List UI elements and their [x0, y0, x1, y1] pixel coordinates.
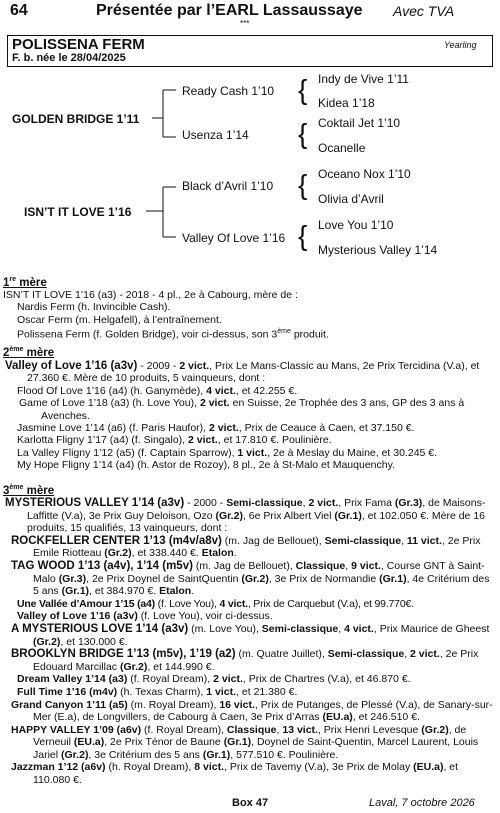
brace: {: [298, 169, 308, 200]
dam3-para: MYSTERIOUS VALLEY 1’14 (a3v) - 2000 - Semi-classique, 2 vict., Prix Fama (Gr.3), de Maisons-Laffitte (V.a), 3e Prix Guy Deloison, Ozo (Gr.2), 6e Prix Albert Viel (Gr.1), et 102.050 €. Mère de 16 produits, 15 qualifiés, 13 vainqueurs, dont :: [5, 497, 486, 535]
dam1-text: [3, 289, 495, 341]
ped-g3: Olivia d’Avril: [318, 192, 384, 206]
dam2-line: La Valley Fligny 1’12 (a5) (f. Captain Sparrow), 1 vict., 2e à Meslay du Maine, et 30.245 €.: [17, 446, 438, 459]
category-label: Yearling: [444, 40, 477, 50]
dam3-line: Valley of Love 1’16 (a3v) (f. Love You), voir ci-dessus.: [17, 610, 273, 623]
brace: {: [298, 74, 308, 105]
vat-note: Avec TVA: [393, 3, 455, 19]
ped-g3: Oceano Nox 1’10: [318, 167, 411, 181]
sale-place-date: Laval, 7 octobre 2026: [369, 797, 475, 809]
separator-stars: ***: [240, 19, 250, 28]
page-number: 64: [10, 2, 28, 19]
sire-dam: Usenza 1’14: [182, 128, 249, 142]
ped-g3: Kidea 1’18: [318, 96, 375, 110]
dam1-line: Oscar Ferm (m. Helgafell), à l’entraînement.: [17, 313, 222, 326]
dam3-line: Full Time 1’16 (m4v) (h. Texas Charm), 1 vict., et 21.380 €.: [17, 685, 298, 698]
dam2-line: Karlotta Fligny 1’17 (a4) (f. Singalo), 2 vict., et 17.810 €. Poulinière.: [17, 434, 332, 447]
ped-g3: Coktail Jet 1’10: [318, 116, 401, 130]
dam3-line: TAG WOOD 1’13 (a4v), 1’14 (m5v) (m. Jag de Bellouet), Classique, 9 vict., Course GNT à Saint-Malo (Gr.3), 2e Prix Doynel de SaintQuentin (Gr.2), 3e Prix de Normandie (Gr.1), 4e Critérium des 5 ans (Gr.1), et 384.970 €. Etalon.: [11, 559, 490, 598]
brace: {: [298, 220, 308, 251]
dam1-line: ISN’T IT LOVE 1’16 (a3) - 2018 - 4 pl., 2e à Cabourg, mère de :: [3, 289, 298, 301]
dam3-line: A MYSTERIOUS LOVE 1’14 (a3v) (m. Love You), Semi-classique, 4 vict., Prix Maurice de Gheest (Gr.2), et 130.000 €.: [11, 622, 490, 648]
dam2-text: [3, 360, 495, 472]
ped-g3: Love You 1’10: [318, 218, 394, 232]
dam2-line: Flood Of Love 1’16 (a4) (h. Ganymède), 4 vict., et 42.255 €.: [17, 384, 298, 397]
dam3-line: Jazzman 1’12 (a6v) (h. Royal Dream), 8 vict., Prix de Tavemy (V.a), 3e Prix de Molay (EU.a), et 110.080 €.: [11, 761, 459, 787]
brace: {: [298, 118, 308, 149]
dam1-line: Polissena Ferm (f. Golden Bridge), voir ci-dessus, son 3ème produit.: [17, 328, 329, 341]
dam1-line: Nardis Ferm (h. Invincible Cash).: [17, 301, 171, 314]
sire: GOLDEN BRIDGE 1’11: [12, 112, 140, 126]
ped-g3: Mysterious Valley 1’14: [318, 243, 438, 257]
dam3-line: ROCKFELLER CENTER 1’13 (m4v/a8v) (m. Jag de Bellouet), Semi-classique, 11 vict., 2e Prix Emile Riotteau (Gr.2), et 338.440 €. Etalon.: [11, 534, 481, 560]
dam2-line: My Hope Fligny 1’14 (a4) (h. Astor de Rozoy), 8 pl., 2e à St-Malo et Mauquenchy.: [17, 459, 395, 472]
dam2-line: Game of Love 1’18 (a3) (h. Love You), 2 vict. en Suisse, 2e Trophée des 3 ans, GP des 3 ans à Avenches.: [19, 397, 465, 422]
dam2-para: Valley of Love 1’16 (a3v) - 2009 - 2 vict., Prix Le Mans-Classic au Mans, 2e Prix Tercidina (V.a), et 27.360 €. Mère de 10 produits, 5 vainqueurs, dont :: [5, 360, 480, 385]
birth-info: F. b. née le 28/04/2025: [12, 52, 126, 64]
ped-g3: Indy de Vive 1’11: [318, 72, 409, 86]
page-title: Présentée par l’EARL Lassaussaye: [96, 2, 363, 19]
dam-dam: Valley Of Love 1’16: [182, 231, 286, 245]
dam: ISN’T IT LOVE 1’16: [24, 205, 132, 219]
dam3-line: BROOKLYN BRIDGE 1’13 (m5v), 1’19 (a2) (m. Quatre Juillet), Semi-classique, 2 vict., 2e Prix Edouard Marcillac (Gr.2), et 144.990 €.: [11, 648, 479, 673]
section-title-2: 2ème mère: [3, 346, 55, 359]
ped-g3: Ocanelle: [318, 141, 366, 155]
dam3-text: [3, 497, 495, 787]
section-title-3: 3ème mère: [3, 484, 55, 497]
dam3-line: Grand Canyon 1’11 (a5) (m. Royal Dream), 16 vict., Prix de Putanges, de Plessé (V.a), de Sanary-sur-Mer (E.a), de Longvillers, de Cabourg à Caen, 3e Prix d’Arras (EU.a), et 246.510 €.: [11, 698, 493, 724]
dam3-line: HAPPY VALLEY 1’09 (a6v) (f. Royal Dream), Classique, 13 vict., Prix Henri Levesque (Gr.2), de Verneuil (EU.a), 2e Prix Ténor de Baune (Gr.1), Doynel de Saint-Quentin, Marcel Laurent, Louis Jariel (Gr.2), 3e Critérium des 5 ans (Gr.1), 577.510 €. Poulinière.: [11, 723, 479, 761]
horse-name: POLISSENA FERM: [12, 36, 145, 53]
section-title-1: 1re mère: [3, 276, 47, 289]
dam2-line: Jasmine Love 1’14 (a6) (f. Paris Haufor), 2 vict., Prix de Ceauce à Caen, et 37.150 €.: [17, 422, 415, 435]
dam3-line: Une Vallée d’Amour 1’15 (a4) (f. Love You), 4 vict., Prix de Carquebut (V.a), et 99.770€.: [17, 597, 414, 610]
box-number: Box 47: [232, 797, 269, 809]
sire-sire: Ready Cash 1’10: [182, 84, 275, 98]
dam-sire: Black d’Avril 1’10: [182, 179, 274, 193]
dam3-line: Dream Valley 1’14 (a3) (f. Royal Dream), 2 vict., Prix de Chartres (V.a), et 46.870 €.: [17, 673, 411, 686]
